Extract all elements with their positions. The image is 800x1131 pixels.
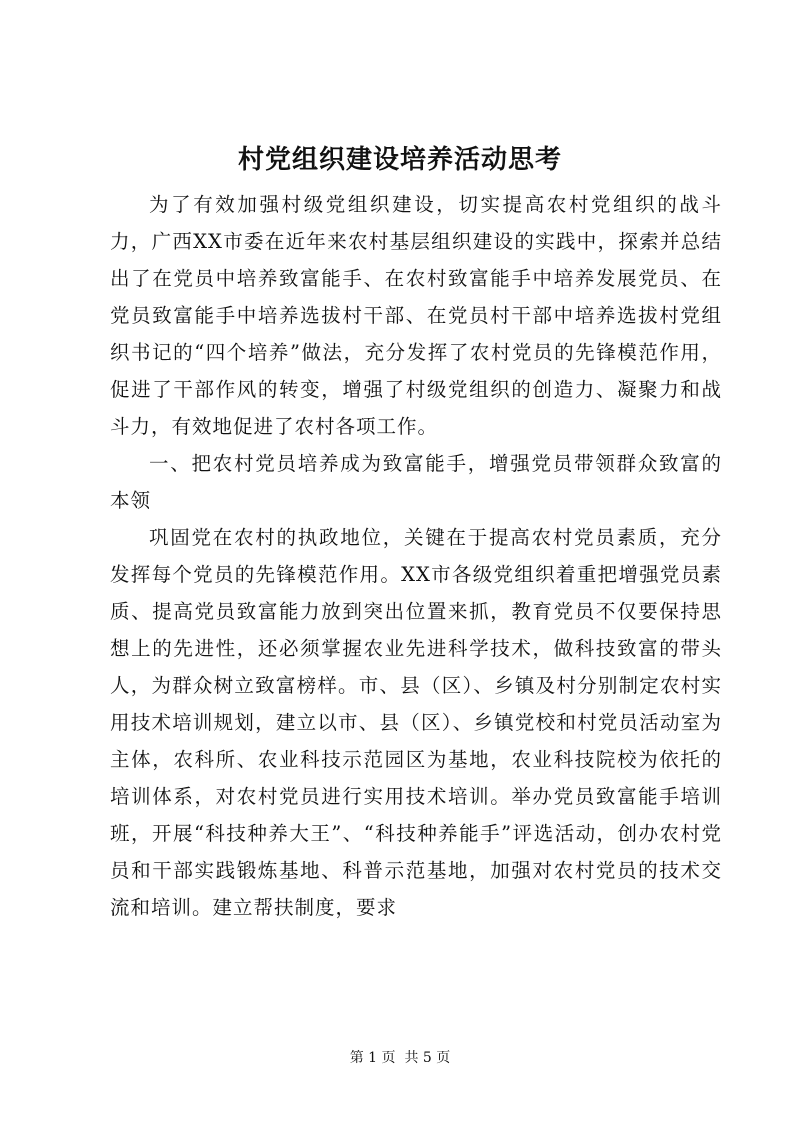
page-number: 第 1 页 共 5 页 xyxy=(349,1050,451,1066)
section-heading-1: 一、把农村党员培养成为致富能手，增强党员带领群众致富的本领 xyxy=(110,452,722,512)
document-title: 村党组织建设培养活动思考 xyxy=(237,145,562,175)
paragraph-intro: 为了有效加强村级党组织建设，切实提高农村党组织的战斗力，广西XX市委在近年来农村基层组织建设的实践中，探索并总结出了在党员中培养致富能手、在农村致富能手中培养发展党员、在党员致富能手中培养选拔村干部、在党员村干部中培养选拔村党组织书记的“四个培养”做法，充分发挥了农村党员的先锋模范作用，促进了干部作风的转变，增强了村级党组织的创造力、凝聚力和战斗力，有效地促进了农村各项工作。 xyxy=(110,193,722,438)
page-footer xyxy=(0,1048,800,1068)
document-body xyxy=(110,186,722,926)
paragraph-section-1: 巩固党在农村的执政地位，关键在于提高农村党员素质，充分发挥每个党员的先锋模范作用。XX市各级党组织着重把增强党员素质、提高党员致富能力放到突出位置来抓，教育党员不仅要保持思想上的先进性，还必须掌握农业先进科学技术，做科技致富的带头人，为群众树立致富榜样。市、县（区）、乡镇及村分别制定农村实用技术培训规划，建立以市、县（区）、乡镇党校和村党员活动室为主体，农科所、农业科技示范园区为基地，农业科技院校为依托的培训体系，对农村党员进行实用技术培训。举办党员致富能手培训班，开展“科技种养大王”、“科技种养能手”评选活动，创办农村党员和干部实践锻炼基地、科普示范基地，加强对农村党员的技术交流和培训。建立帮扶制度，要求 xyxy=(110,526,722,919)
